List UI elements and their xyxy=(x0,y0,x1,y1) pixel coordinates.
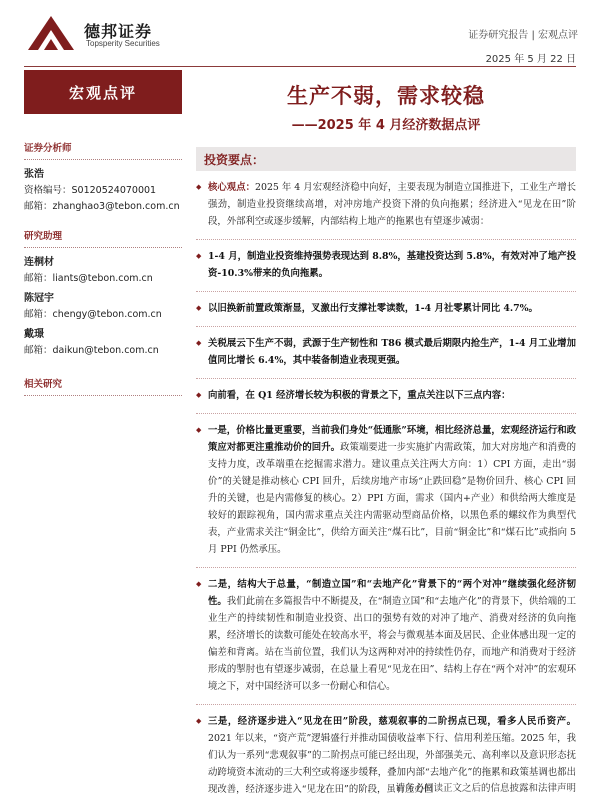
point-outlook-text: 向前看，在 Q1 经济增长较为积极的背景之下，重点关注以下三点内容： xyxy=(208,390,511,401)
company-logo-icon xyxy=(28,16,74,50)
divider xyxy=(196,378,576,379)
analyst-cert: 资格编号：S0120524070001 xyxy=(24,185,157,196)
report-date: 2025 年 5 月 22 日 xyxy=(485,54,576,65)
point-structure xyxy=(196,576,576,695)
assistant-name: 陈冠宇 xyxy=(24,293,54,304)
point-stage-lead: 三是，经济逐步进入“见龙在田”阶段，慈观叙事的二阶拐点已现，看多人民币资产。 xyxy=(208,716,576,727)
investment-points-header: 投资要点： xyxy=(196,147,576,171)
disclaimer-footer: 请务必阅读正文之后的信息披露和法律声明 xyxy=(395,783,576,794)
divider xyxy=(196,291,576,292)
point-stage-text: 2021 年以来，“资产荒”逻辑盛行并推动国债收益率下行、信用利差压缩。2025 年，我们认为一系列“悲观叙事”的二阶拐点可能已经出现，外部强美元、高利率以及意识形态抚动跨境资本流动的三大利空或将逐步缓释，叠加内部“去地产化”的拖累和政策基调也都出现改善，经济逐步进入“见龙在田”的阶段，虽有压力但 xyxy=(208,733,576,795)
point-retail xyxy=(196,300,576,317)
point-production xyxy=(196,335,576,369)
point-production-text: 关税展云下生产不弱，武源于生产韧性和 T86 模式最后期限内抢生产，1-4 月工业增加值同比增长 6.4%，其中装备制造业表现更强。 xyxy=(208,338,576,366)
assistant-email: 邮箱：chengy@tebon.com.cn xyxy=(24,309,162,320)
core-view-text: 2025 年 4 月宏观经济稳中向好，主要表现为制造立国推进下，工业生产增长强劲，制造业投资继续高增，对冲房地产投资下滑的负向拖累；经济进入“见龙在田”阶段，外部利空或逐步缓解，内部结构上地产的拖累也有望逐步减弱： xyxy=(208,182,576,227)
main-content xyxy=(196,70,576,798)
divider xyxy=(196,413,576,414)
divider xyxy=(196,567,576,568)
point-outlook xyxy=(196,387,576,404)
brand-name: 德邦证券 xyxy=(84,22,153,41)
point-retail-text: 以旧换新前置政策渐显，叉激出行支撑社零读数，1-4 月社零累计同比 4.7%。 xyxy=(208,303,538,314)
analyst-email: 邮箱：zhanghao3@tebon.com.cn xyxy=(24,201,180,212)
point-price xyxy=(196,422,576,558)
related-research-title[interactable]: 相关研究 xyxy=(24,370,182,396)
assistant-section-title: 研究助理 xyxy=(24,222,182,248)
report-category: 证券研究报告 | 宏观点评 xyxy=(468,30,578,41)
divider xyxy=(196,239,576,240)
point-investment-text: 1-4 月，制造业投资维持强势表现达到 8.8%，基建投资达到 5.8%，有效对冲了地产投资-10.3%带来的负向拖累。 xyxy=(208,251,576,279)
brand-name-en: Topsperity Securities xyxy=(86,39,160,48)
core-view-paragraph xyxy=(196,179,576,230)
report-subtitle: ——2025 年 4 月经济数据点评 xyxy=(291,118,481,133)
point-investment xyxy=(196,248,576,282)
assistant-name: 戴璟 xyxy=(24,329,44,340)
analyst-section-title: 证券分析师 xyxy=(24,134,182,160)
point-price-text: 政策端要进一步实施扩内需政策，加大对房地产和消费的支持力度，改革端重在挖掘需求潜力。建议重点关注两大方向：1）CPI 方面，走出“弱价”的关键是推动核心 CPI 回升，后续房地产市场“止跌回稳”是物价回升、核心 CPI 回升的关键，也是内需修复的核心。2）PPI 方面，需求（国内+产业）和供给两大维度是较好的跟踪视角，国内需求重点关注内需驱动型商品价格，以黑色系的螺纹作为典型代表，产业需求关注“铜金比”，供给方面关注“煤石比”，目前“铜金比”和“煤石比”或指向 5 月 PPI 仍然承压。 xyxy=(208,442,576,555)
header-divider xyxy=(24,66,576,67)
point-structure-text: 我们此前在多篇报告中不断提及，在“制造立国”和“去地产化”的背景下，供给端的工业生产的持续韧性和制造业投资、出口的强势有效的对冲了地产、消费对经济的负向拖累，经济增长的读数可能处在较高水平，将会与微观基本面及居民、企业体感出现一定的偏差和背离。站在当前位置，我们认为这两种对冲的持续性仍存，而地产和消费对于经济形成的掣肘也有望逐步减弱，在总量上看见“见龙在田”、结构上存在“两个对冲”的宏观环境之下，对中国经济可以多一份耐心和信心。 xyxy=(208,596,576,692)
analyst-name: 张浩 xyxy=(24,169,44,180)
assistant-name: 连桐材 xyxy=(24,257,54,268)
assistant-email: 邮箱：daikun@tebon.com.cn xyxy=(24,345,159,356)
sidebar xyxy=(24,70,182,396)
report-title: 生产不弱，需求较稳 xyxy=(287,84,485,108)
point-structure-lead: 二是，结构大于总量，“制造立国”和“去地产化”背景下的“两个对冲”继续强化经济韧性。 xyxy=(208,579,576,607)
assistant-email: 邮箱：liants@tebon.com.cn xyxy=(24,273,153,284)
point-price-lead: 一是，价格比量更重要，当前我们身处“低通胀”环境，相比经济总量，宏观经济运行和政策应对都更注重推动价的回升。 xyxy=(208,425,576,453)
core-view-label: 核心观点： xyxy=(208,182,256,193)
report-type-tag: 宏观点评 xyxy=(24,70,182,114)
divider xyxy=(196,326,576,327)
divider xyxy=(196,704,576,705)
